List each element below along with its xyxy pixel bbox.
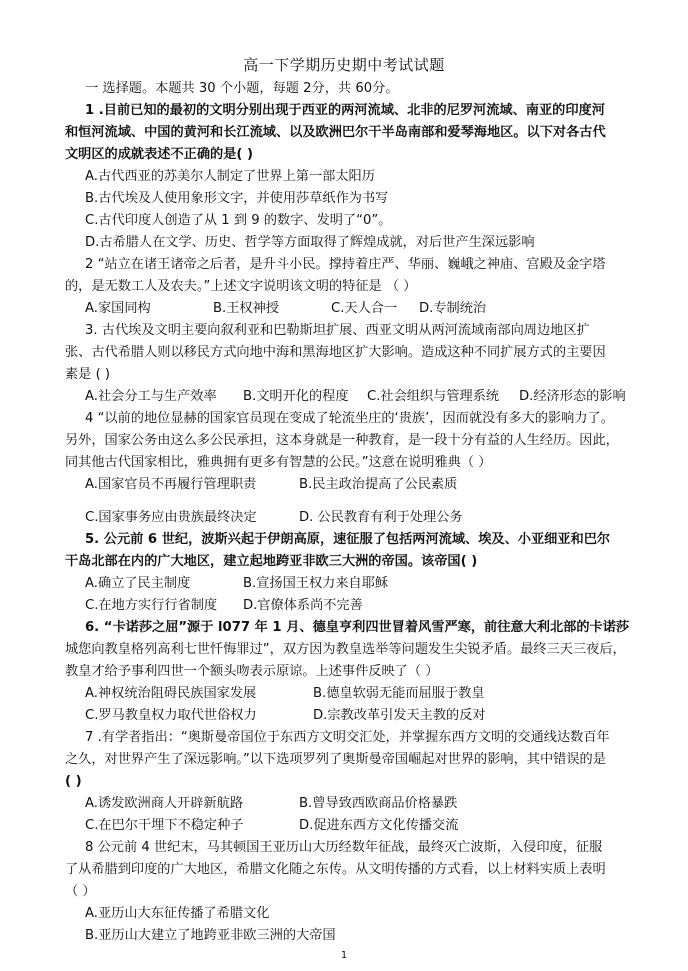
- q5-option-d: D.官僚体系尚不完善: [243, 598, 363, 613]
- q6-options-row2: [85, 705, 645, 727]
- q6-option-b: B.德皇软弱无能而屈服于教皇: [313, 686, 485, 701]
- q7-stem-line: 7 .有学者指出：“奥斯曼帝国位于东西方文明交汇处，并掌握东西方文明的交通线达数百年: [85, 730, 610, 745]
- q6-stem-line: 教皇才给予事利四世一个额头吻表示原谅。上述事件反映了（ ）: [65, 664, 439, 679]
- q7-options-row2: [85, 815, 645, 837]
- q6-stem-line: 城您向教皇格列高利七世忏悔罪过”，双方因为教皇选举等问题发生尖锐矛盾。最终三天三夜后，: [65, 642, 626, 657]
- q6-options-row1: [85, 683, 645, 705]
- q1-option-d: D.古希腊人在文学、历史、哲学等方面取得了辉煌成就，对后世产生深远影响: [85, 235, 535, 250]
- q5-option-b: B.宣扬国王权力来自耶稣: [243, 576, 389, 591]
- q5-options-row2: [85, 595, 645, 617]
- q6-option-c: C.罗马教皇权力取代世俗权力: [85, 708, 257, 723]
- q4-option-d: D. 公民教育有利于处理公务: [299, 510, 463, 525]
- q5-options-row1: [85, 573, 645, 595]
- q3-option-b: B.文明开化的程度: [243, 389, 349, 404]
- q6-stem-line: 6. “卡诺莎之屈”源于 l077 年 1 月、德皇亨利四世冒着风雪严寒，前往意大利北部的卡诺莎: [85, 620, 630, 635]
- q7-option-c: C.在巴尔干埋下不稳定种子: [85, 818, 244, 833]
- q5-option-a: A.确立了民主制度: [85, 576, 191, 591]
- q8-stem-line: （ ）: [65, 884, 96, 899]
- exam-title: 高一下学期历史期中考试试题: [243, 56, 445, 74]
- q7-option-a: A.诱发欧洲商人开辟新航路: [85, 796, 244, 811]
- q3-options: [85, 386, 645, 408]
- q1-option-b: B.古代埃及人使用象形文字，并使用莎草纸作为书写: [85, 191, 389, 206]
- q8-option-a: A.亚历山大东征传播了希腊文化: [85, 906, 270, 921]
- q6-option-d: D.宗教改革引发天主教的反对: [313, 708, 486, 723]
- q2-stem-line: 的，是无数工人及农夫。”上述文字说明该文明的特征是 （ ）: [65, 279, 417, 294]
- q2-option-a: A.家国同构: [85, 301, 151, 316]
- q3-stem-line: 素是 ( ): [65, 367, 111, 382]
- q4-stem-line: 另外，国家公务由这么多公民承担，这本身就是一种教育，是一段十分有益的人生经历。因此，: [65, 433, 619, 448]
- page-number: 1: [340, 950, 348, 961]
- q7-option-d: D.促进东西方文化传播交流: [299, 818, 459, 833]
- q1-stem-line: 1 .目前已知的最初的文明分别出现于西亚的两河流域、北非的尼罗河流域、南亚的印度河: [85, 103, 605, 118]
- q7-option-b: B.曾导致西欧商品价格暴跌: [299, 796, 458, 811]
- q8-stem-line: 8 公元前 4 世纪末，马其顿国王亚历山大历经数年征战，最终灭亡波斯，入侵印度，征服: [85, 840, 603, 855]
- q5-stem-line: 5. 公元前 6 世纪，波斯兴起于伊朗高原，速征服了包括两河流域、埃及、小亚细亚和巴尔: [85, 532, 611, 547]
- q4-option-a: A.国家官员不再履行管理职责: [85, 477, 257, 492]
- q4-stem-line: 4 “以前的地位显赫的国家官员现在变成了轮流坐庄的‘贵族’，因而就没有多大的影响力了。: [85, 411, 614, 426]
- q4-option-c: C.国家事务应由贵族最终决定: [85, 510, 257, 525]
- q5-option-c: C.在地方实行行省制度: [85, 598, 218, 613]
- section-instructions: 一 选择题。本题共 30 个小题，每题 2分，共 60分。: [85, 81, 399, 96]
- q2-option-b: B.王权神授: [213, 301, 279, 316]
- q1-stem-line: 文明区的成就表述不正确的是( ): [65, 147, 254, 162]
- q5-stem-line: 干岛北部在内的广大地区，建立起地跨亚非欧三大洲的帝国。该帝国( ): [65, 554, 478, 569]
- q4-option-b: B.民主政治提高了公民素质: [299, 477, 458, 492]
- q3-option-c: C.社会组织与管理系统: [367, 389, 500, 404]
- q2-options: [85, 298, 645, 320]
- q2-stem-line: 2 “站立在诸王诸帝之后者，是升斗小民。撑持着庄严、华丽、巍峨之神庙、宫殿及金字塔: [85, 257, 606, 272]
- q4-stem-line: 同其他古代国家相比，雅典拥有更多有智慧的公民。”这意在说明雅典（ ）: [65, 455, 492, 470]
- q7-stem-line: 之久，对世界产生了深远影响。”以下选项罗列了奥斯曼帝国崛起对世界的影响，其中错误的是: [65, 752, 606, 767]
- q7-options-row1: [85, 793, 645, 815]
- q3-option-d: D.经济形态的影响: [519, 389, 626, 404]
- q1-option-c: C.古代印度人创造了从 1 到 9 的数字、发明了“0”。: [85, 213, 392, 228]
- q1-option-a: A.古代西亚的苏美尔人制定了世界上第一部太阳历: [85, 169, 375, 184]
- q8-stem-line: 了从希腊到印度的广大地区，希腊文化随之东传。从文明传播的方式看，以上材料实质上表明: [65, 862, 606, 877]
- q7-stem-line: ( ): [65, 774, 82, 789]
- q3-stem-line: 3. 古代埃及文明主要向叙利亚和巴勒斯坦扩展、西亚文明从两河流域南部向周边地区扩: [85, 323, 590, 338]
- q3-option-a: A.社会分工与生产效率: [85, 389, 217, 404]
- q2-option-d: D.专制统治: [419, 301, 487, 316]
- q6-option-a: A.神权统治阻碍民族国家发展: [85, 686, 257, 701]
- q4-options-row1: [85, 474, 645, 496]
- q2-option-c: C.天人合一: [331, 301, 398, 316]
- q1-stem-line: 和恒河流域、中国的黄河和长江流域、以及欧洲巴尔干半岛南部和爱琴海地区。以下对各古代: [65, 125, 606, 140]
- q8-option-b: B.亚历山大建立了地跨亚非欧三洲的大帝国: [85, 928, 336, 943]
- q3-stem-line: 张、古代希腊人则以移民方式向地中海和黑海地区扩大影响。造成这种不同扩展方式的主要因: [65, 345, 606, 360]
- q4-options-row2: [85, 507, 645, 529]
